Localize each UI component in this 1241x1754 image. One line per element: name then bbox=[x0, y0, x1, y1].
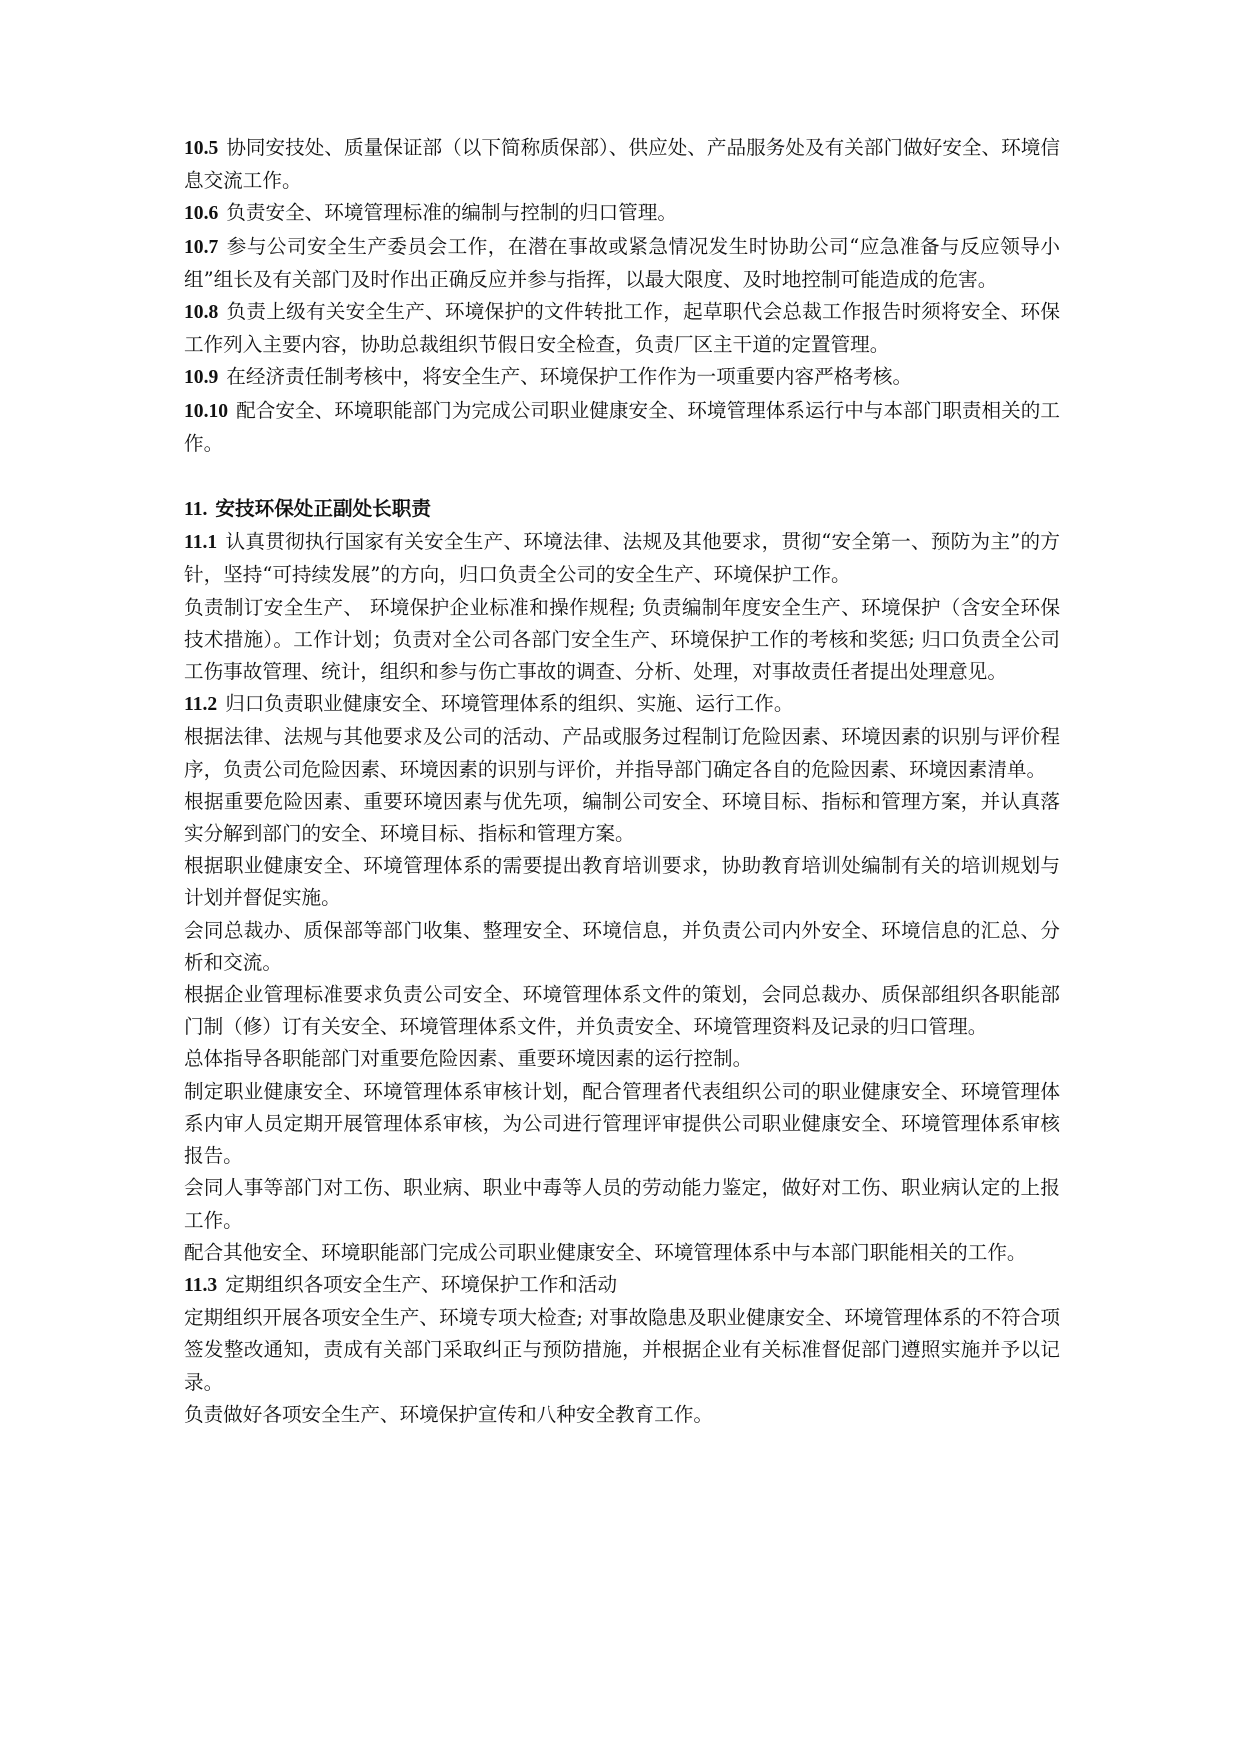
clause-text: 配合安全、环境职能部门为完成公司职业健康安全、环境管理体系运行中与本部门职责相关的工作。 bbox=[184, 398, 1060, 455]
clause-number: 11.3 bbox=[184, 1274, 218, 1296]
clause-text: 归口负责职业健康安全、环境管理体系的组织、实施、运行工作。 bbox=[225, 692, 794, 716]
document-page bbox=[184, 132, 1060, 1431]
clause-11-3 bbox=[184, 1269, 1060, 1302]
clause-11-2-item: 根据企业管理标准要求负责公司安全、环境管理体系文件的策划，会同总裁办、质保部组织各职能部门制（修）订有关安全、环境管理体系文件，并负责安全、环境管理资料及记录的归口管理。 bbox=[184, 983, 1060, 1039]
clause-11-2 bbox=[184, 688, 1060, 721]
clause-10-10 bbox=[184, 395, 1060, 460]
clause-11-3-item: 定期组织开展各项安全生产、环境专项大检查; 对事故隐患及职业健康安全、环境管理体系的不符合项签发整改通知，责成有关部门采取纠正与预防措施，并根据企业有关标准督促部门遵照实施并予以记录。 bbox=[184, 1306, 1060, 1394]
clause-text: 定期组织各项安全生产、环境保护工作和活动 bbox=[225, 1272, 618, 1296]
clause-number: 10.10 bbox=[184, 400, 229, 422]
clause-text: 在经济责任制考核中，将安全生产、环境保护工作作为一项重要内容严格考核。 bbox=[226, 365, 913, 389]
clause-text: 参与公司安全生产委员会工作，在潜在事故或紧急情况发生时协助公司“应急准备与反应领导小组”组长及有关部门及时作出正确反应并参与指挥，以最大限度、及时地控制可能造成的危害。 bbox=[184, 234, 1060, 291]
clause-11-1 bbox=[184, 526, 1060, 591]
clause-11-2-item: 根据法律、法规与其他要求及公司的活动、产品或服务过程制订危险因素、环境因素的识别与评价程序，负责公司危险因素、环境因素的识别与评价，并指导部门确定各自的危险因素、环境因素清单。 bbox=[184, 725, 1060, 781]
clause-11-2-item: 会同总裁办、质保部等部门收集、整理安全、环境信息，并负责公司内外安全、环境信息的汇总、分析和交流。 bbox=[184, 918, 1060, 974]
clause-11-3-item: 负责做好各项安全生产、环境保护宣传和八种安全教育工作。 bbox=[184, 1402, 714, 1426]
clause-number: 10.6 bbox=[184, 203, 219, 225]
clause-number: 11.1 bbox=[184, 532, 218, 554]
clause-11-2-item: 根据重要危险因素、重要环境因素与优先项，编制公司安全、环境目标、指标和管理方案，并认真落实分解到部门的安全、环境目标、指标和管理方案。 bbox=[184, 789, 1060, 846]
section-number: 11. bbox=[184, 499, 208, 521]
clause-11-2-item: 配合其他安全、环境职能部门完成公司职业健康安全、环境管理体系中与本部门职能相关的工作。 bbox=[184, 1240, 1027, 1264]
clause-number: 10.5 bbox=[184, 138, 219, 159]
clause-text: 负责上级有关安全生产、环境保护的文件转批工作，起草职代会总裁工作报告时须将安全、环保工作列入主要内容，协助总裁组织节假日安全检查，负责厂区主干道的定置管理。 bbox=[184, 300, 1060, 357]
section-heading-11 bbox=[184, 493, 1060, 526]
clause-11-2-item: 根据职业健康安全、环境管理体系的需要提出教育培训要求，协助教育培训处编制有关的培训规划与计划并督促实施。 bbox=[184, 854, 1060, 910]
section-title: 安技环保处正副处长职责 bbox=[215, 497, 431, 521]
clause-number: 11.2 bbox=[184, 694, 218, 716]
clause-10-5 bbox=[184, 132, 1060, 197]
clause-text: 协同安技处、质量保证部（以下简称质保部）、供应处、产品服务处及有关部门做好安全、环境信息交流工作。 bbox=[184, 136, 1060, 193]
clause-10-6 bbox=[184, 197, 1060, 230]
clause-11-1-detail: 负责制订安全生产、 环境保护企业标准和操作规程; 负责编制年度安全生产、环境保护（含安全环保技术措施）。工作计划；负责对全公司各部门安全生产、环境保护工作的考核和奖惩; 归口负责全公司工伤事故管理、统计，组织和参与伤亡事故的调查、分析、处理，对事故责任者提出处理意见。 bbox=[184, 595, 1060, 684]
clause-10-9 bbox=[184, 361, 1060, 394]
clause-10-8 bbox=[184, 296, 1060, 361]
clause-number: 10.9 bbox=[184, 367, 219, 389]
clause-number: 10.8 bbox=[184, 302, 219, 324]
clause-text: 负责安全、环境管理标准的编制与控制的归口管理。 bbox=[226, 201, 677, 225]
clause-10-7 bbox=[184, 231, 1060, 296]
clause-text: 认真贯彻执行国家有关安全生产、环境法律、法规及其他要求，贯彻“安全第一、预防为主”的方针，坚持“可持续发展”的方向，归口负责全公司的安全生产、环境保护工作。 bbox=[184, 530, 1060, 587]
clause-11-2-item: 制定职业健康安全、环境管理体系审核计划，配合管理者代表组织公司的职业健康安全、环境管理体系内审人员定期开展管理体系审核，为公司进行管理评审提供公司职业健康安全、环境管理体系审核报告。 bbox=[184, 1079, 1060, 1168]
clause-11-2-item: 总体指导各职能部门对重要危险因素、重要环境因素的运行控制。 bbox=[184, 1047, 753, 1071]
clause-number: 10.7 bbox=[184, 236, 219, 258]
clause-11-2-item: 会同人事等部门对工伤、职业病、职业中毒等人员的劳动能力鉴定，做好对工伤、职业病认定的上报工作。 bbox=[184, 1176, 1060, 1232]
